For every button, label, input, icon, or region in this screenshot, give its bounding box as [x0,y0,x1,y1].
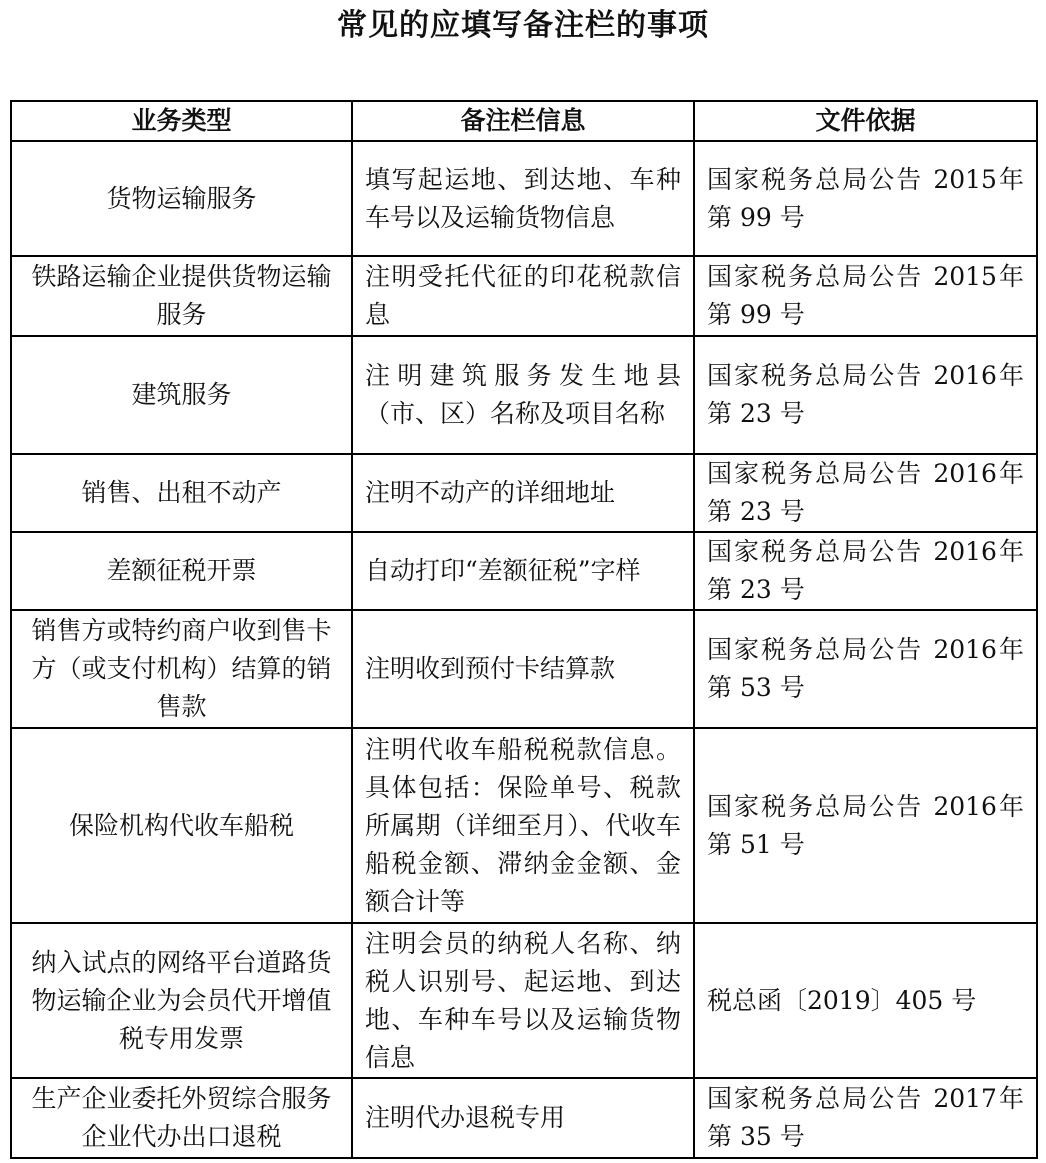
remark-info-cell: 注明受托代征的印花税款信息 [352,256,694,336]
remark-info-cell: 注明建筑服务发生地县（市、区）名称及项目名称 [352,336,694,454]
table-row [11,256,1037,336]
document-basis-cell: 国家税务总局公告 2016年第 23 号 [694,454,1037,532]
table-row [11,610,1037,728]
business-type-cell: 保险机构代收车船税 [11,728,352,923]
business-type-cell: 货物运输服务 [11,141,352,256]
document-basis-cell: 国家税务总局公告 2017年第 35 号 [694,1078,1037,1158]
document-basis-cell: 国家税务总局公告 2016年第 23 号 [694,336,1037,454]
business-type-cell: 销售、出租不动产 [11,454,352,532]
document-basis-cell: 国家税务总局公告 2016年第 51 号 [694,728,1037,923]
table-row [11,923,1037,1078]
table-row [11,1078,1037,1158]
table-row [11,336,1037,454]
table-row [11,454,1037,532]
column-header-basis: 文件依据 [694,101,1037,141]
business-type-cell: 差额征税开票 [11,532,352,610]
remark-info-cell: 注明会员的纳税人名称、纳税人识别号、起运地、到达地、车种车号以及运输货物信息 [352,923,694,1078]
document-basis-cell: 国家税务总局公告 2015年第 99 号 [694,256,1037,336]
page-title: 常见的应填写备注栏的事项 [337,8,709,43]
remark-info-cell: 注明收到预付卡结算款 [352,610,694,728]
column-header-remark: 备注栏信息 [352,101,694,141]
remark-info-cell: 注明代收车船税税款信息。具体包括：保险单号、税款所属期（详细至月）、代收车船税金额、滞纳金金额、金额合计等 [352,728,694,923]
remark-info-cell: 自动打印“差额征税”字样 [352,532,694,610]
table-row [11,532,1037,610]
document-basis-cell: 国家税务总局公告 2016年第 53 号 [694,610,1037,728]
business-type-cell: 铁路运输企业提供货物运输服务 [11,256,352,336]
remark-info-cell: 填写起运地、到达地、车种车号以及运输货物信息 [352,141,694,256]
column-header-type: 业务类型 [11,101,352,141]
table-row [11,728,1037,923]
remark-info-cell: 注明代办退税专用 [352,1078,694,1158]
business-type-cell: 建筑服务 [11,336,352,454]
document-basis-cell: 国家税务总局公告 2015年第 99 号 [694,141,1037,256]
document-basis-cell: 税总函〔2019〕405 号 [694,923,1037,1078]
remark-info-cell: 注明不动产的详细地址 [352,454,694,532]
remarks-table [10,100,1038,1159]
document-basis-cell: 国家税务总局公告 2016年第 23 号 [694,532,1037,610]
business-type-cell: 生产企业委托外贸综合服务企业代办出口退税 [11,1078,352,1158]
table-row [11,141,1037,256]
business-type-cell: 销售方或特约商户收到售卡方（或支付机构）结算的销售款 [11,610,352,728]
business-type-cell: 纳入试点的网络平台道路货物运输企业为会员代开增值税专用发票 [11,923,352,1078]
table-header-row [11,101,1037,141]
